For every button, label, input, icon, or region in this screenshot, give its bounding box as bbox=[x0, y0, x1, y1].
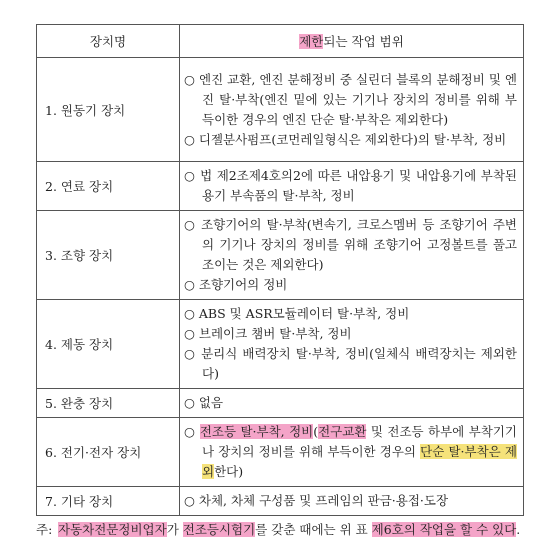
footnote-prefix: 주: bbox=[36, 522, 53, 537]
device-name-cell: 3. 조향 장치 bbox=[37, 211, 180, 300]
highlight-headlamp: 전조등 탈·부착, 정비 bbox=[199, 424, 314, 439]
scope-cell bbox=[180, 162, 524, 211]
device-name-cell: 2. 연료 장치 bbox=[37, 162, 180, 211]
table-row-electric bbox=[37, 418, 524, 487]
scope-item bbox=[184, 422, 517, 482]
highlight-permission: 제6호의 작업을 할 수 있다 bbox=[371, 522, 517, 537]
table-row-suspension bbox=[37, 389, 524, 418]
highlight-bulb-exchange: 전구교환 bbox=[318, 424, 367, 439]
header-work-scope bbox=[180, 25, 524, 58]
scope-cell bbox=[180, 487, 524, 516]
text-segment: 를 갖춘 때에는 위 표 bbox=[255, 522, 372, 537]
work-scope-table bbox=[36, 24, 524, 516]
text-segment: 및 전조등 하부에 부착기기나 장치의 정비를 위해 부득이한 경우의 bbox=[202, 424, 517, 459]
highlight-business: 자동차전문정비업자 bbox=[58, 522, 167, 537]
text-segment: . bbox=[516, 522, 521, 537]
device-name-cell: 4. 제동 장치 bbox=[37, 300, 180, 389]
header-device-name: 장치명 bbox=[37, 25, 180, 58]
header-rest: 되는 작업 범위 bbox=[323, 34, 404, 49]
highlight-simple-detach: 단순 탈·부착은 제외 bbox=[202, 444, 517, 479]
scope-cell bbox=[180, 389, 524, 418]
scope-item: ○ 조향기어의 정비 bbox=[184, 277, 288, 292]
device-name-cell: 6. 전기·전자 장치 bbox=[37, 418, 180, 487]
scope-item: ○ 브레이크 챔버 탈·부착, 정비 bbox=[184, 326, 352, 341]
scope-cell bbox=[180, 300, 524, 389]
device-name-cell: 5. 완충 장치 bbox=[37, 389, 180, 418]
scope-item: ○ 분리식 배력장치 탈·부착, 정비(일체식 배력장치는 제외한다) bbox=[184, 346, 517, 381]
scope-item: ○ 차체, 차체 구성품 및 프레임의 판금·용접·도장 bbox=[184, 493, 449, 508]
table-header-row bbox=[37, 25, 524, 58]
scope-item: ○ ABS 및 ASR모듈레이터 탈·부착, 정비 bbox=[184, 306, 410, 321]
scope-cell bbox=[180, 418, 524, 487]
text-segment: 한다) bbox=[214, 464, 244, 479]
text-segment: 가 bbox=[166, 522, 183, 537]
highlight-tester: 전조등시험기 bbox=[182, 522, 256, 537]
scope-item: ○ 법 제2조제4호의2에 따른 내압용기 및 내압용기에 부착된 용기 부속품의 탈·부착, 정비 bbox=[184, 168, 517, 203]
device-name-cell: 1. 원동기 장치 bbox=[37, 58, 180, 162]
document-sheet bbox=[36, 24, 524, 539]
table-row-other bbox=[37, 487, 524, 516]
scope-cell bbox=[180, 211, 524, 300]
bullet: ○ bbox=[184, 424, 200, 439]
table-row-brake bbox=[37, 300, 524, 389]
scope-item: ○ 디젤분사펌프(코먼레일형식은 제외한다)의 탈·부착, 정비 bbox=[184, 131, 507, 147]
table-row-steering bbox=[37, 211, 524, 300]
table-row-engine bbox=[37, 58, 524, 162]
scope-item: ○ 없음 bbox=[184, 395, 224, 410]
text-segment: ( bbox=[313, 424, 319, 439]
header-highlight: 제한 bbox=[299, 34, 324, 49]
device-name-cell: 7. 기타 장치 bbox=[37, 487, 180, 516]
table-row-fuel bbox=[37, 162, 524, 211]
scope-item: ○ 조향기어의 탈·부착(변속기, 크로스멤버 등 조향기어 주변의 기기나 장치의 정비를 위해 조향기어 고정볼트를 풀고 조이는 것은 제외한다) bbox=[184, 217, 517, 272]
scope-item: ○ 엔진 교환, 엔진 분해정비 중 실린더 블록의 분해정비 및 엔진 탈·부착(엔진 밑에 있는 기기나 장치의 정비를 위해 부득이한 경우의 엔진 단순 탈·부착은 제외한다) bbox=[184, 71, 517, 127]
scope-cell bbox=[180, 58, 524, 162]
footnote bbox=[36, 520, 524, 539]
